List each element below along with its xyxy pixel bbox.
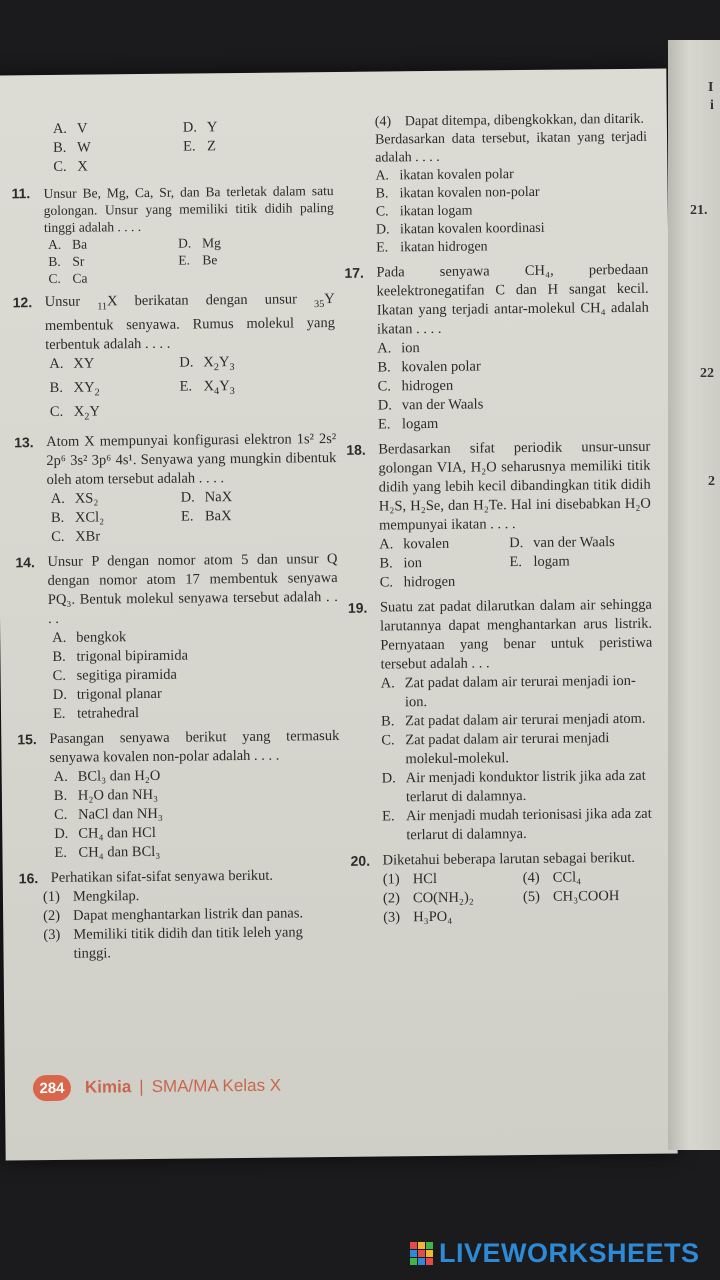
edge-letter: i	[710, 98, 714, 113]
liveworksheets-logo-icon	[410, 1242, 433, 1265]
edge-letter: I	[708, 80, 714, 95]
option: E. $X_4Y_3$	[179, 377, 235, 397]
footer-subject: Kimia	[84, 1077, 132, 1097]
question-options: A. Ba D. Mg B. Sr E. Be C. Ca	[48, 235, 221, 286]
right-column	[344, 111, 656, 934]
question-text: Pasangan senyawa berikut yang termasuk senyawa kovalen non-polar adalah . . . .	[49, 727, 340, 766]
book-page	[0, 69, 678, 1161]
left-column	[11, 117, 342, 970]
question-11: 11. Unsur Be, Mg, Ca, Sr, dan Ba terletak dalam satu golongan. Unsur yang memiliki titik didih paling tinggi adalah . . . . A. Ba D. Mg B. Sr E. Be C. Ca	[11, 183, 334, 286]
option: B. $XY_2$	[49, 379, 100, 399]
question-14: 14. Unsur P dengan nomor atom 5 dan unsur Q dengan nomor atom 17 membentuk senyawa PQ₃. Bentuk molekul senyawa tersebut adalah . . . . A. bengkok B. trigonal bipiramida C. segitiga piramida D. trigonal planar E. tetrahedral	[19, 550, 339, 724]
question-16-continued	[347, 111, 648, 258]
question-text: Diketahui beberapa larutan sebagai berikut.	[382, 849, 636, 869]
question-options: A. BCl₃ dan H₂O B. H₂O dan NH₃ C. NaCl dan NH₃ D. CH₄ dan HCl E. CH₄ dan BCl₃	[53, 767, 163, 861]
question-text: Pada senyawa CH₄, perbedaan keelektronegatifan C dan H sangat kecil. Ikatan yang terjadi antar-molekul CH₄ adalah ikatan . . . .	[376, 261, 649, 338]
question-text: Perhatikan sifat-sifat senyawa berikut.	[50, 867, 274, 886]
question-options	[17, 352, 336, 427]
page-number-badge: 284	[33, 1075, 71, 1101]
question-19: 19. Suatu zat padat dilarutkan dalam air sehingga larutannya dapat menghantarkan arus listrik. Pernyataan yang benar untuk peristiwa tersebut adalah . . . A. Zat padat dalam air terurai menjadi ion-ion. B. Zat padat dalam air terurai menjadi atom. C. Zat padat dalam air terurai menjadi molekul-molekul. D. Air menjadi konduktor listrik jika ada zat terlarut di dalamnya. E. Air menjadi mudah terionisasi jika ada zat terlarut di dalamnya.	[352, 596, 655, 846]
question-20: 20. Diketahui beberapa larutan sebagai berikut. (1) HCl (4) CCl₄ (2) CO(NH₂)₂ (5) CH₃COOH (3) H₃PO₄	[354, 849, 655, 928]
question-13: 13. Atom X mempunyai konfigurasi elektron 1s² 2s² 2p⁶ 3s² 3p⁶ 4s¹. Senyawa yang mungkin dibentuk oleh atom tersebut adalah . . . . A. XS₂ D. NaX B. XCl₂ E. BaX C. XBr	[18, 430, 337, 547]
question-17: 17. Pada senyawa CH₄, perbedaan keelektronegatifan C dan H sangat kecil. Ikatan yang terjadi antar-molekul CH₄ adalah ikatan . . . . A. ion B. kovalen polar C. hidrogen D. van der Waals E. logam	[348, 261, 650, 435]
question-options: A. ion B. kovalen polar C. hidrogen D. van der Waals E. logam	[377, 340, 484, 433]
question-text: Atom X mempunyai konfigurasi elektron 1s² 2s² 2p⁶ 3s² 3p⁶ 4s¹. Senyawa yang mungkin dibentuk oleh atom tersebut adalah . . . .	[46, 430, 337, 488]
question-text: Berdasarkan data tersebut, ikatan yang terjadi adalah . . . .	[374, 129, 648, 166]
edge-number: 21.	[690, 203, 708, 218]
question-text: Unsur $_{11}$X berikatan dengan unsur $_{35}$Y membentuk senyawa. Rumus molekul yang terbentuk adalah . . . .	[44, 290, 336, 353]
footer-separator: |	[139, 1077, 144, 1097]
option: C. $X_2Y$	[49, 403, 100, 423]
question-text: Suatu zat padat dilarutkan dalam air sehingga larutannya dapat menghantarkan arus listrik. Pernyataan yang benar untuk peristiwa tersebut adalah . . .	[379, 596, 653, 673]
option: A. V	[52, 120, 88, 137]
q10-options	[15, 117, 334, 177]
page-footer	[33, 1073, 281, 1102]
footer-level: SMA/MA Kelas X	[151, 1075, 282, 1096]
edge-number: 2	[708, 474, 715, 489]
option: C. X	[53, 158, 88, 175]
question-items: (1) Mengkilap. (2) Dapat menghantarkan listrik dan panas. (3) Memiliki titik didih dan titik leleh yang tinggi.	[42, 887, 304, 962]
question-items: (4) Dapat ditempa, dibengkokkan, dan ditarik.	[374, 111, 645, 130]
question-text: Unsur Be, Mg, Ca, Sr, dan Ba terletak dalam satu golongan. Unsur yang memiliki titik didih paling tinggi adalah . . . .	[43, 183, 334, 236]
edge-number: 22	[700, 366, 714, 381]
question-18: 18. Berdasarkan sifat periodik unsur-unsur golongan VIA, H₂O seharusnya memiliki titik didih yang lebih kecil dibandingkan titik didih H₂S, H₂Se, dan H₂Te. Hal ini disebabkan H₂O mempunyai ikatan . . . . A. kovalen D. van der Waals B. ion E. logam C. hidrogen	[350, 438, 652, 593]
option: E. Z	[183, 138, 217, 155]
question-options: A. kovalen D. van der Waals B. ion E. logam C. hidrogen	[379, 534, 615, 591]
question-options: A. XS₂ D. NaX B. XCl₂ E. BaX C. XBr	[50, 488, 233, 545]
liveworksheets-watermark	[410, 1238, 700, 1269]
question-text: Unsur P dengan nomor atom 5 dan unsur Q dengan nomor atom 17 membentuk senyawa PQ₃. Bentuk molekul senyawa tersebut adalah . . . .	[47, 550, 338, 627]
question-options: A. ikatan kovalen polar B. ikatan kovalen non-polar C. ikatan logam D. ikatan kovalen koordinasi E. ikatan hidrogen	[375, 167, 545, 256]
option: B. W	[53, 139, 91, 156]
question-12: 12. Unsur $_{11}$X berikatan dengan unsur $_{35}$Y membentuk senyawa. Rumus molekul yang terbentuk adalah . . . . A. XY D. $X_2Y_3$ B. $XY_2$ E. $X_4Y_3$ C. $X_2Y$	[17, 290, 336, 427]
question-options: A. Zat padat dalam air terurai menjadi ion-ion. B. Zat padat dalam air terurai menjadi atom. C. Zat padat dalam air terurai menjadi molekul-molekul. D. Air menjadi konduktor listrik jika ada zat terlarut di dalamnya. E. Air menjadi mudah terionisasi jika ada zat terlarut di dalamnya.	[380, 672, 652, 844]
question-options: A. bengkok B. trigonal bipiramida C. segitiga piramida D. trigonal planar E. tetrahedral	[52, 628, 189, 722]
option: D. $X_2Y_3$	[179, 353, 235, 374]
next-page-edge	[668, 40, 720, 1150]
option: D. Y	[182, 119, 218, 136]
option: A. XY	[49, 355, 95, 372]
watermark-text: LIVEWORKSHEETS	[439, 1238, 700, 1268]
question-15: 15. Pasangan senyawa berikut yang termasuk senyawa kovalen non-polar adalah . . . . A. BCl₃ dan H₂O B. H₂O dan NH₃ C. NaCl dan NH₃ D. CH₄ dan HCl E. CH₄ dan BCl₃	[21, 727, 340, 863]
question-items: (1) HCl (4) CCl₄ (2) CO(NH₂)₂ (5) CH₃COOH (3) H₃PO₄	[382, 869, 620, 926]
question-text: Berdasarkan sifat periodik unsur-unsur golongan VIA, H₂O seharusnya memiliki titik didih yang lebih kecil dibandingkan titik didih H₂S, H₂Se, dan H₂Te. Hal ini disebabkan H₂O mempunyai ikatan . . . .	[378, 438, 651, 534]
question-16: 16. Perhatikan sifat-sifat senyawa berikut. (1) Mengkilap. (2) Dapat menghantarkan listrik dan panas. (3) Memiliki titik didih dan titik leleh yang tinggi.	[23, 866, 342, 964]
